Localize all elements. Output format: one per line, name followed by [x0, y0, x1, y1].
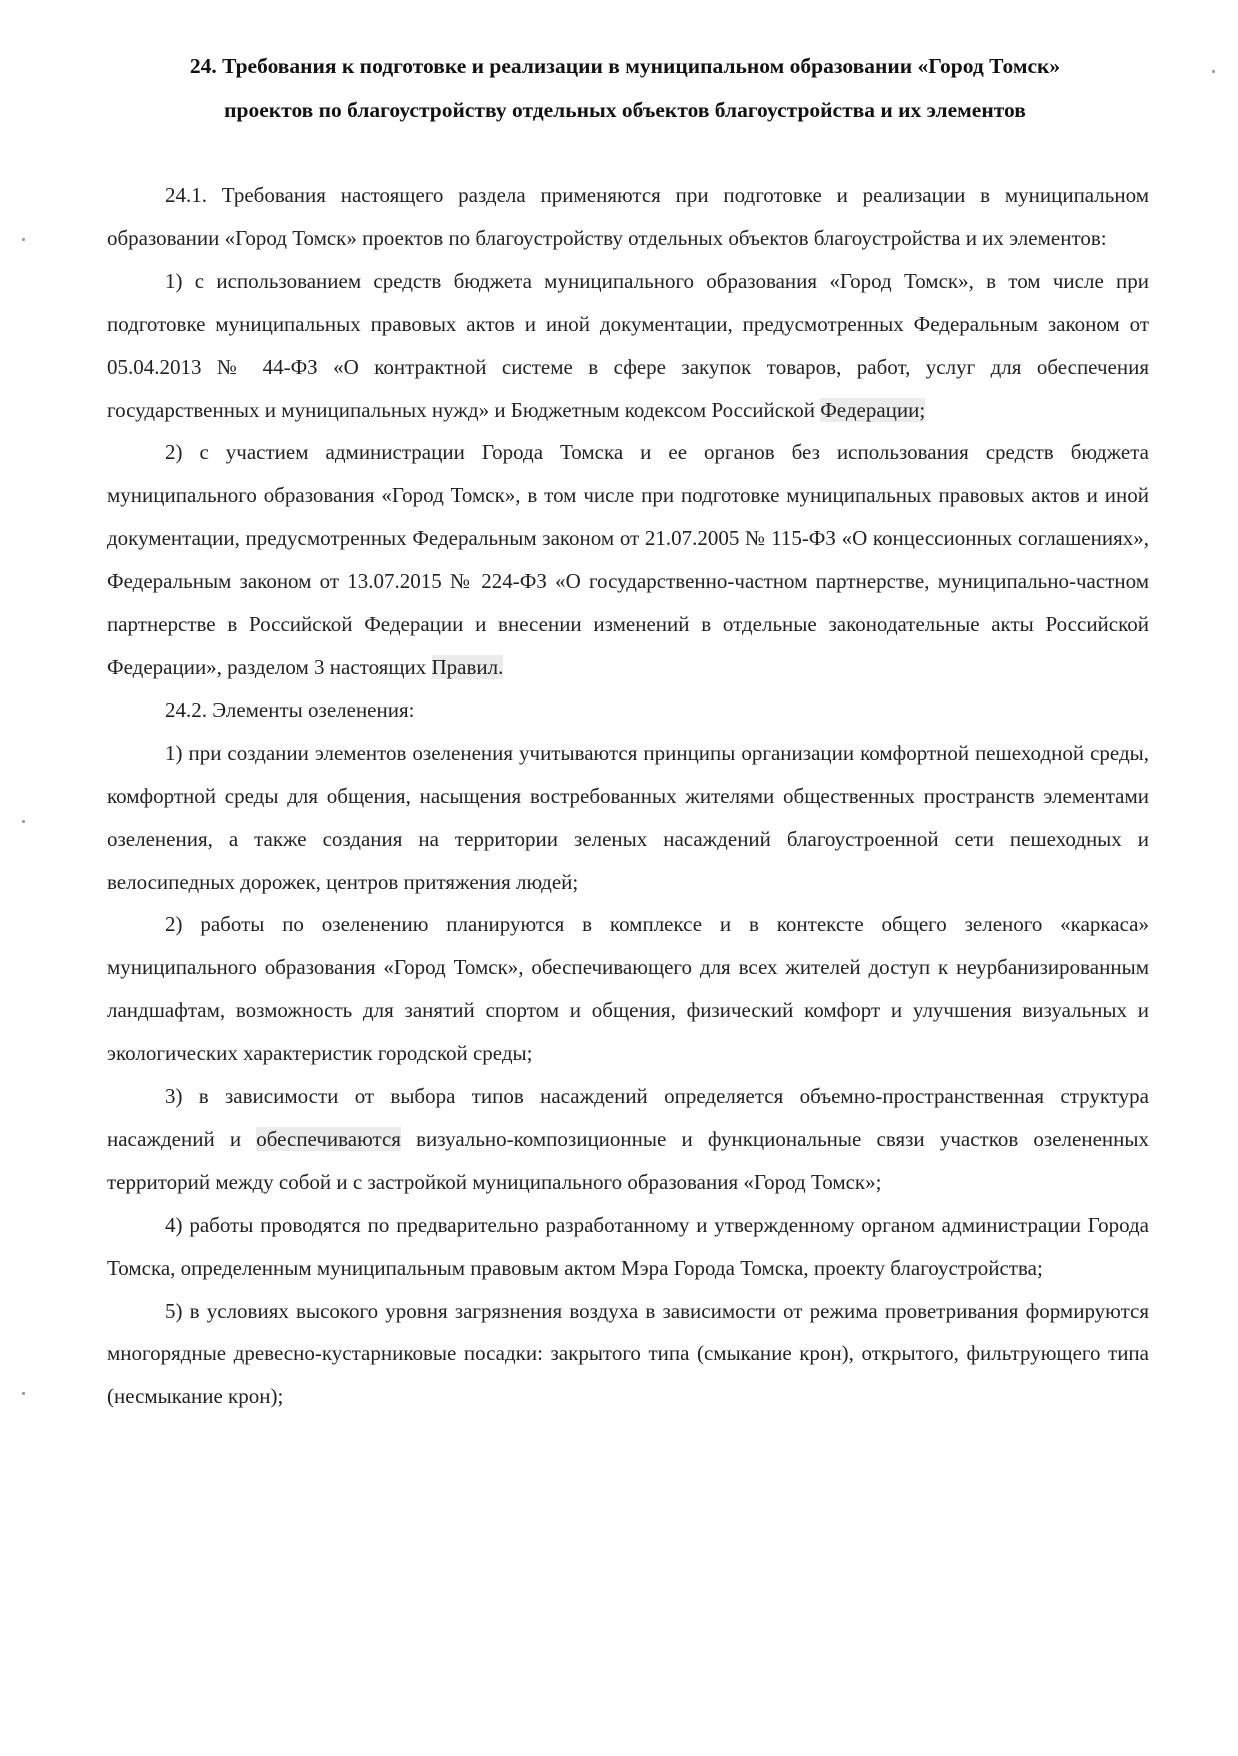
paragraph-24-1-item-2	[107, 431, 1149, 688]
scan-margin-mark	[22, 1392, 25, 1395]
paragraph-24-1-item-1	[107, 260, 1149, 432]
highlighted-text: Правил.	[431, 654, 504, 679]
highlighted-text: обеспечиваются	[256, 1126, 401, 1151]
heading-line-1: 24. Требования к подготовке и реализации в муниципальном образовании «Город Томск»	[189, 54, 1061, 78]
paragraph-24-1: 24.1. Требования настоящего раздела применяются при подготовке и реализации в муниципальном образовании «Город Томск» проектов по благоустройству отдельных объектов благоустройства и их элементов:	[107, 183, 1149, 250]
scan-margin-mark	[1212, 70, 1215, 73]
highlighted-text: Федерации;	[820, 397, 926, 422]
paragraph-text: визуально-композиционные и функциональные связи участков озелененных территорий между собой и с застройкой муниципального образования «Город Томск»;	[107, 1126, 1149, 1194]
paragraph-24-2-item-2: 2) работы по озеленению планируются в комплексе и в контексте общего зеленого «каркаса» муниципального образования «Город Томск», обеспечивающего для всех жителей доступ к неурбанизированным ландшафтам, возможность для занятий спортом и общения, физический комфорт и улучшения визуальных и экологических характеристик городской среды;	[107, 912, 1149, 1066]
section-heading	[100, 44, 1150, 132]
document-body	[107, 174, 1149, 1418]
paragraph-24-2: 24.2. Элементы озеленения:	[165, 697, 415, 722]
paragraph-24-2-item-1: 1) при создании элементов озеленения учитываются принципы организации комфортной пешеходной среды, комфортной среды для общения, насыщения востребованных жителями общественных пространств элементами озеленения, а также создания на территории зеленых насаждений благоустроенной сети пешеходных и велосипедных дорожек, центров притяжения людей;	[107, 740, 1149, 894]
scan-margin-mark	[22, 238, 25, 241]
paragraph-text: 2) с участием администрации Города Томска и ее органов без использования средств бюджета муниципального образования «Город Томск», в том числе при подготовке муниципальных правовых актов и иной документации, предусмотренных Федеральным законом от 21.07.2005 № 115-ФЗ «О концессионных соглашениях», Федеральным законом от 13.07.2015 № 224-ФЗ «О государственно-частном партнерстве, муниципально-частном партнерстве в Российской Федерации и внесении изменений в отдельные законодательные акты Российской Федерации», разделом 3 настоящих	[107, 440, 1149, 679]
paragraph-text: 1) с использованием средств бюджета муниципального образования «Город Томск», в том числе при подготовке муниципальных правовых актов и иной документации, предусмотренных Федеральным законом от 05.04.2013 № 44-ФЗ «О контрактной системе в сфере закупок товаров, работ, услуг для обеспечения государственных и муниципальных нужд» и Бюджетным кодексом Российской	[107, 268, 1149, 422]
paragraph-24-2-item-3	[107, 1075, 1149, 1204]
paragraph-24-2-item-5: 5) в условиях высокого уровня загрязнения воздуха в зависимости от режима проветривания формируются многорядные древесно-кустарниковые посадки: закрытого типа (смыкание крон), открытого, фильтрующего типа (несмыкание крон);	[107, 1298, 1149, 1409]
paragraph-text: 3) в зависимости от выбора типов насаждений определяется объемно-пространственная структура насаждений и	[107, 1084, 1149, 1151]
paragraph-24-2-item-4: 4) работы проводятся по предварительно разработанному и утвержденному органом администрации Города Томска, определенным муниципальным правовым актом Мэра Города Томска, проекту благоустройства;	[107, 1212, 1149, 1280]
scan-margin-mark	[22, 820, 25, 823]
heading-line-2: проектов по благоустройству отдельных объектов благоустройства и их элементов	[224, 98, 1026, 122]
